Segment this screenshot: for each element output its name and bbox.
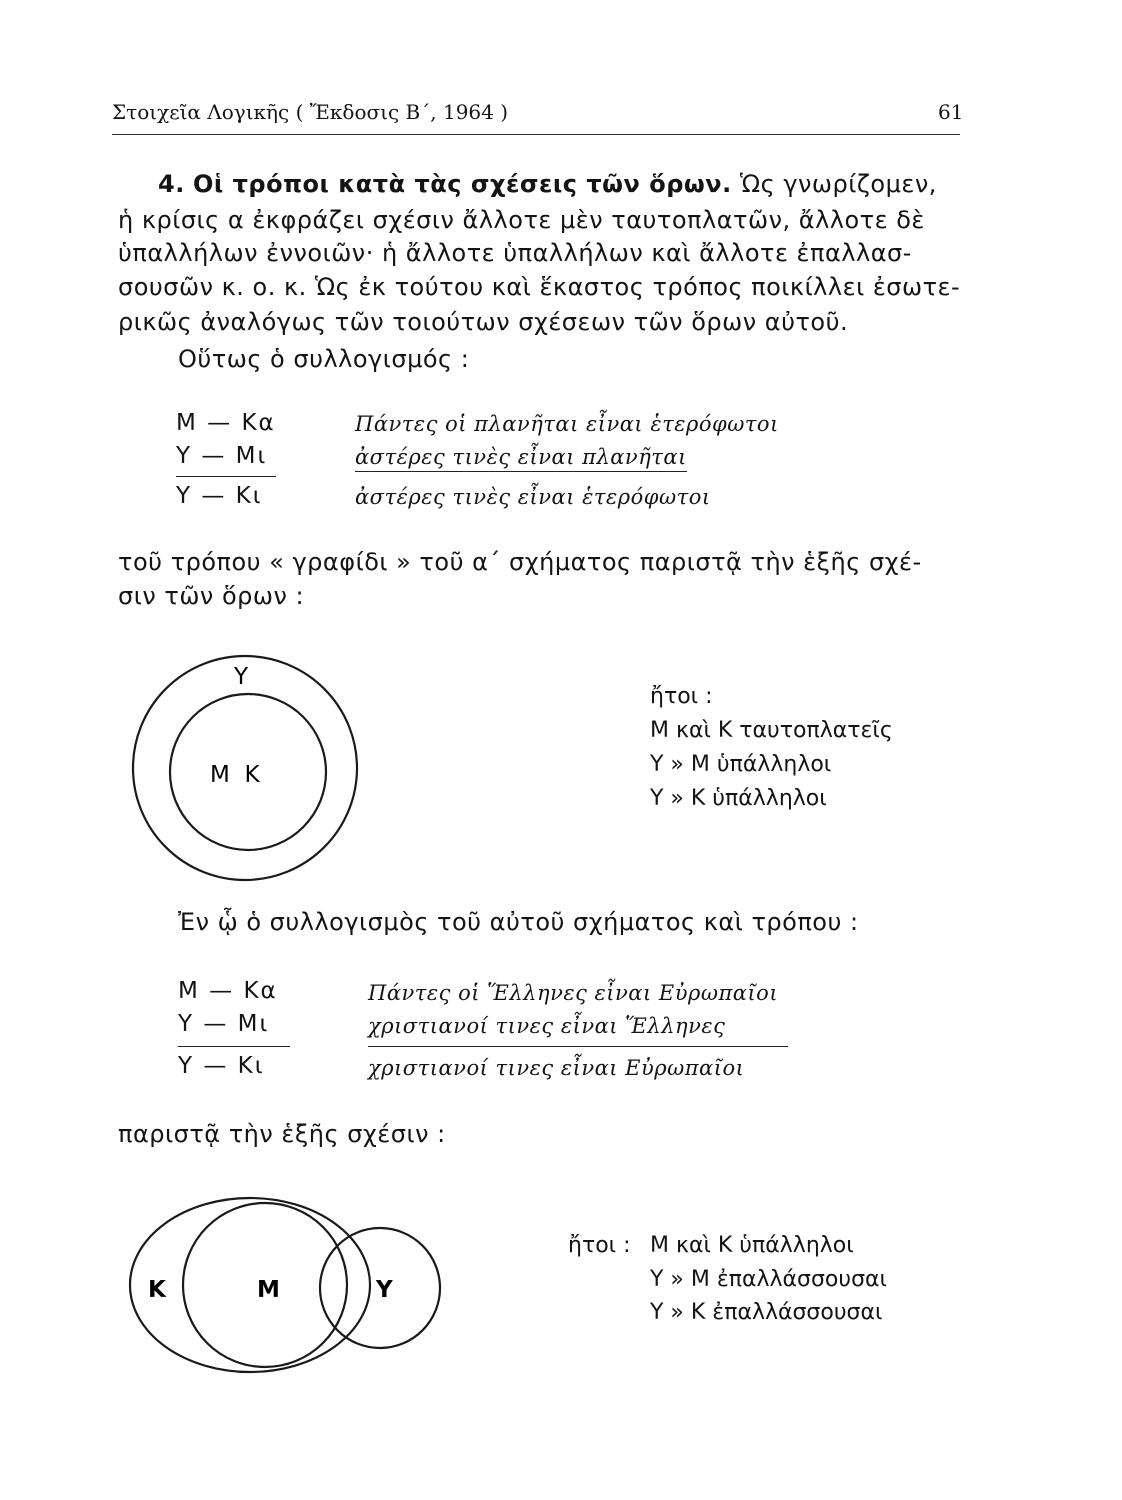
syllogism-2-sentence-3: χριστιανοί τινες εἶναι Εὐρωπαῖοι [368, 1056, 745, 1080]
running-title: Στοιχεῖα Λογικῆς ( Ἔκδοσις Β΄, 1964 ) [112, 100, 509, 124]
syllogism-2-sentence-rule [368, 1046, 788, 1047]
between-line-1: τοῦ τρόπου « γραφίδι » τοῦ α΄ σχήματος παριστᾷ τὴν ἑξῆς σχέ- [118, 548, 922, 576]
lead-syllogism-2: Ἐν ᾧ ὁ συλλογισμὸς τοῦ αὐτοῦ σχήματος καὶ τρόπου : [178, 908, 859, 936]
syllogism-2-terms-2: Υ — Μι [178, 1011, 270, 1037]
header-divider [112, 134, 960, 135]
section-first-line [158, 170, 937, 198]
diagram-2-relations-lead: ἤτοι : [568, 1233, 631, 1258]
diagram-2-relation-3: Υ » Κ ἐπαλλάσσουσαι [650, 1300, 883, 1325]
circle-k-outer [130, 1198, 370, 1372]
between-line-2: σιν τῶν ὅρων : [118, 582, 305, 610]
syllogism-1-terms-2: Υ — Μι [176, 443, 268, 469]
syllogism-2-terms-1: Μ — Κα [178, 978, 278, 1004]
diagram-2-relation-2: Υ » Μ ἐπαλλάσσουσαι [650, 1267, 888, 1292]
syllogism-1-terms-rule [176, 476, 276, 477]
syllogism-2-terms-rule [178, 1046, 290, 1047]
venn-diagram-1 [120, 650, 380, 890]
lead-diagram-2: παριστᾷ τὴν ἑξῆς σχέσιν : [118, 1120, 446, 1148]
diagram-1-label-y: Υ [234, 664, 249, 690]
diagram-1-relation-3: Υ » Κ ὑπάλληλοι [650, 786, 827, 811]
section-number: 4. [158, 170, 185, 198]
intro-line-4: σουσῶν κ. ο. κ. Ὡς ἐκ τούτου καὶ ἕκαστος τρόπος ποικίλλει ἐσωτε- [118, 273, 961, 301]
syllogism-2-terms-3: Υ — Κι [178, 1053, 265, 1079]
diagram-2-label-y: Υ [376, 1277, 393, 1303]
intro-line-3: ὑπαλλήλων ἐννοιῶν· ἡ ἄλλοτε ὑπαλλήλων καὶ ἄλλοτε ἐπαλλασ- [118, 239, 912, 267]
syllogism-1-sentence-1: Πάντες οἱ πλανῆται εἶναι ἑτερόφωτοι [355, 412, 779, 436]
diagram-1-relation-1: Μ καὶ Κ ταυτοπλατεῖς [650, 718, 893, 743]
venn-diagram-2 [120, 1190, 450, 1380]
lead-syllogism-1: Οὕτως ὁ συλλογισμός : [178, 345, 470, 373]
intro-line-1: Ὡς γνωρίζομεν, [739, 170, 937, 198]
diagram-2-label-m: Μ [257, 1277, 280, 1303]
section-heading: Οἱ τρόποι κατὰ τὰς σχέσεις τῶν ὅρων. [192, 170, 732, 198]
syllogism-2-sentence-2: χριστιανοί τινες εἶναι Ἕλληνες [368, 1014, 726, 1038]
syllogism-1-sentence-3: ἀστέρες τινὲς εἶναι ἑτερόφωτοι [355, 485, 711, 509]
syllogism-2-sentence-1: Πάντες οἱ Ἕλληνες εἶναι Εὐρωπαῖοι [368, 981, 779, 1005]
intro-line-5: ρικῶς ἀναλόγως τῶν τοιούτων σχέσεων τῶν ὅρων αὐτοῦ. [118, 308, 849, 336]
page-number: 61 [938, 100, 964, 124]
syllogism-1-sentence-2: ἀστέρες τινὲς εἶναι πλανῆται [355, 445, 687, 472]
diagram-2-label-k: Κ [148, 1277, 166, 1303]
diagram-1-relations-lead: ἤτοι : [650, 684, 713, 709]
diagram-2-relation-1: Μ καὶ Κ ὑπάλληλοι [650, 1233, 854, 1258]
syllogism-1-terms-3: Υ — Κι [176, 483, 263, 509]
intro-line-2: ἡ κρίσις α ἐκφράζει σχέσιν ἄλλοτε μὲν ταυτοπλατῶν, ἄλλοτε δὲ [118, 206, 925, 234]
syllogism-1-terms-1: Μ — Κα [176, 410, 276, 436]
diagram-1-label-mk: Μ Κ [210, 762, 260, 788]
diagram-1-relation-2: Υ » Μ ὑπάλληλοι [650, 752, 832, 777]
